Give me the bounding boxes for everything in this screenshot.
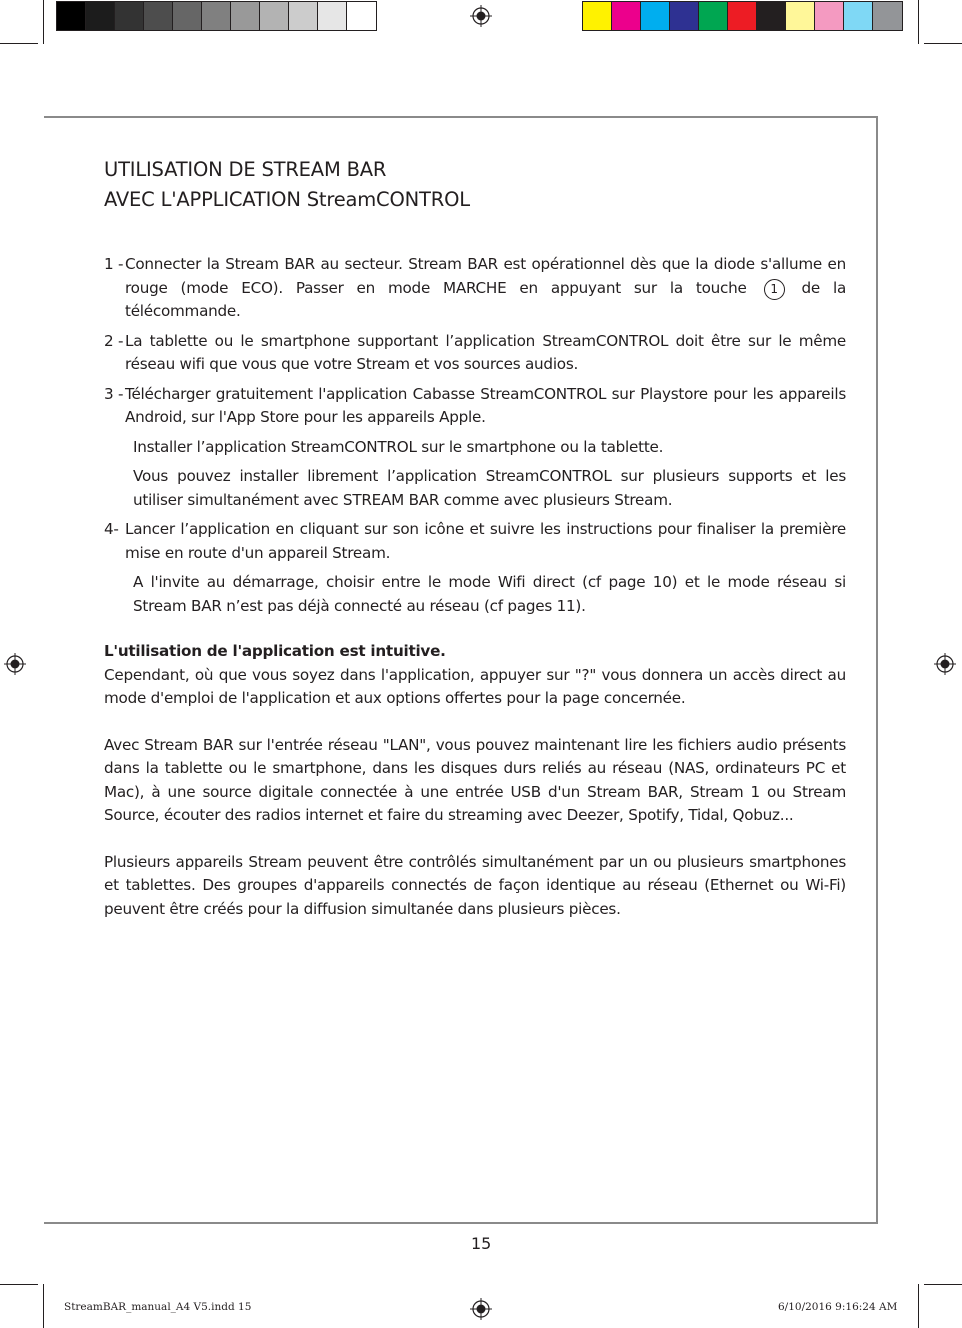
step-2 [104, 330, 846, 377]
swatch [844, 2, 873, 30]
swatch [260, 2, 289, 30]
registration-mark-icon [470, 5, 492, 27]
remote-key-1-icon: 1 [764, 279, 785, 300]
swatch [670, 2, 699, 30]
step-text: Télécharger gratuitement l'application Cabasse StreamCONTROL sur Playstore pour les appareils Android, sur l'App Store pour les appareils Apple. [125, 384, 846, 426]
step-4-note: A l'invite au démarrage, choisir entre le mode Wifi direct (cf page 10) et le mode réseau si Stream BAR n’est pas déjà connecté au réseau (cf pages 11). [133, 573, 846, 615]
swatch [699, 2, 728, 30]
step-3-note-install: Installer l’application StreamCONTROL sur le smartphone ou la tablette. [133, 437, 664, 456]
swatch [318, 2, 347, 30]
multiroom-paragraph: Plusieurs appareils Stream peuvent être contrôlés simultanément par un ou plusieurs smartphones et tablettes. Des groupes d'appareils connectés de façon identique au réseau (Ethernet ou Wi-Fi) peuvent être créés pour la diffusion simultanée dans plusieurs pièces. [104, 852, 846, 918]
registration-mark-icon [934, 653, 956, 675]
lan-paragraph: Avec Stream BAR sur l'entrée réseau "LAN", vous pouvez maintenant lire les fichiers audio présents dans la tablette ou le smartphone, dans les disques durs reliés au réseau (NAS, ordinateurs PC et Mac), à une source digitale connectée à une entrée USB d'un Stream BAR, Stream 1 ou Stream Source, écouter des radios internet et faire du streaming avec Deezer, Spotify, Tidal, Qobuz... [104, 735, 846, 824]
swatch [728, 2, 757, 30]
swatch [815, 2, 844, 30]
step-number: 2 - [104, 331, 124, 350]
process-color-bar [582, 1, 903, 31]
swatch [57, 2, 86, 30]
swatch [86, 2, 115, 30]
swatch [583, 2, 612, 30]
swatch [115, 2, 144, 30]
step-1 [104, 253, 846, 324]
gray-color-bar [56, 1, 377, 31]
swatch [144, 2, 173, 30]
step-text: Connecter la Stream BAR au secteur. Stream BAR est opérationnel dès que la diode s'allume en rouge (mode ECO). Passer en mode MARCHE en appuyant sur la touche [125, 255, 846, 297]
page-number: 15 [471, 1234, 492, 1253]
registration-mark-icon [4, 653, 26, 675]
step-text: Lancer l’application en cliquant sur son icône et suivre les instructions pour finaliser la première mise en route d'un appareil Stream. [125, 520, 846, 562]
document-body [104, 253, 846, 921]
swatch [612, 2, 641, 30]
intuitive-text: Cependant, où que vous soyez dans l'application, appuyer sur "?" vous donnera un accès direct au mode d'emploi de l'application et aux options offertes pour la page concernée. [104, 665, 846, 707]
swatch [289, 2, 318, 30]
slug-date: 6/10/2016 9:16:24 AM [778, 1301, 898, 1313]
slug-filename: StreamBAR_manual_A4 V5.indd 15 [64, 1301, 252, 1313]
step-text: de la télécommande. [125, 278, 846, 320]
title-line-1: UTILISATION DE STREAM BAR [104, 158, 387, 181]
step-number: 3 - [104, 384, 124, 403]
swatch [641, 2, 670, 30]
intuitive-heading: L'utilisation de l'application est intuitive. [104, 642, 446, 660]
step-4 [104, 518, 846, 565]
swatch [173, 2, 202, 30]
swatch [202, 2, 231, 30]
step-number: 1 - [104, 255, 124, 273]
page-title [104, 155, 470, 215]
step-3 [104, 383, 846, 430]
swatch [786, 2, 815, 30]
title-line-2: AVEC L'APPLICATION StreamCONTROL [104, 188, 470, 211]
swatch [873, 2, 902, 30]
swatch [231, 2, 260, 30]
step-3-note-multi: Vous pouvez installer librement l’application StreamCONTROL sur plusieurs supports et les utiliser simultanément avec STREAM BAR comme avec plusieurs Stream. [133, 467, 846, 509]
swatch [757, 2, 786, 30]
registration-mark-icon [470, 1298, 492, 1320]
step-number: 4- [104, 520, 119, 538]
swatch [347, 2, 376, 30]
step-text: La tablette ou le smartphone supportant l’application StreamCONTROL doit être sur le même réseau wifi que vous que votre Stream et vos sources audios. [125, 331, 846, 373]
